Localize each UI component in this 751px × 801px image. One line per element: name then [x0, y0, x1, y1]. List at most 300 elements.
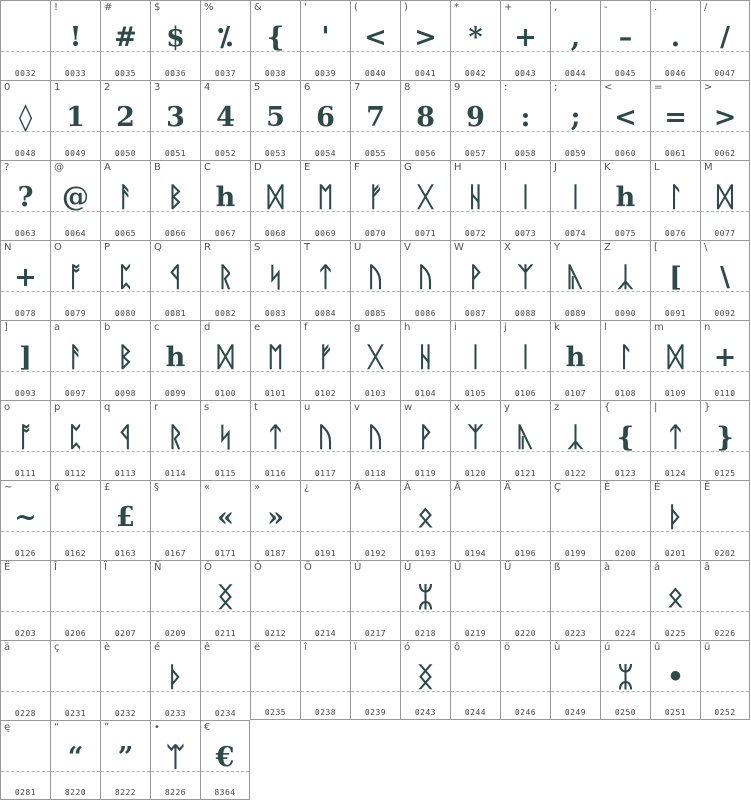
char-code: 0202: [714, 549, 736, 558]
char-code: 0232: [114, 709, 137, 718]
glyph-cell[interactable]: [150, 320, 200, 400]
glyph-sample: €: [215, 742, 235, 773]
char-code: 0125: [714, 469, 736, 478]
glyph-sample: ᛞ: [716, 182, 734, 213]
glyph-cell[interactable]: [400, 240, 450, 320]
cell-character: Ü: [504, 562, 512, 573]
glyph-sample: [1, 657, 50, 699]
baseline: [201, 691, 250, 692]
glyph-sample: =: [664, 102, 687, 133]
glyph-cell[interactable]: [500, 560, 550, 640]
glyph-cell[interactable]: [200, 640, 250, 720]
cell-character: ¢: [54, 482, 61, 493]
cell-character: ): [404, 2, 408, 13]
char-code: 0113: [114, 469, 137, 478]
glyph-cell[interactable]: [400, 0, 450, 80]
baseline: [101, 211, 150, 212]
char-code: 0099: [164, 389, 187, 398]
baseline: [401, 611, 450, 612]
baseline: [301, 371, 350, 372]
char-code: 0060: [614, 149, 637, 158]
glyph-cell[interactable]: [150, 560, 200, 640]
baseline: [351, 51, 400, 52]
baseline: [351, 211, 400, 212]
glyph-cell[interactable]: [650, 640, 700, 720]
glyph-sample: £: [116, 502, 135, 533]
baseline: [451, 691, 500, 692]
glyph-cell[interactable]: [450, 640, 500, 720]
glyph-cell[interactable]: [50, 320, 100, 400]
glyph-sample: h: [565, 342, 586, 373]
glyph-cell[interactable]: [300, 0, 350, 80]
glyph-cell[interactable]: [250, 480, 300, 560]
glyph-cell[interactable]: [500, 240, 550, 320]
glyph-cell[interactable]: [350, 0, 400, 80]
char-code: 0061: [664, 149, 687, 158]
glyph-cell[interactable]: [0, 160, 50, 240]
char-code: 0119: [414, 469, 437, 478]
char-code: 0039: [314, 69, 337, 78]
glyph-cell[interactable]: [650, 240, 700, 320]
char-code: 0033: [64, 69, 87, 78]
glyph-cell[interactable]: [250, 80, 300, 160]
glyph-cell[interactable]: [250, 0, 300, 80]
char-code: 0063: [14, 229, 37, 238]
char-code: 0206: [64, 629, 87, 638]
glyph-cell[interactable]: [400, 160, 450, 240]
glyph-cell[interactable]: [350, 160, 400, 240]
glyph-cell[interactable]: [600, 640, 650, 720]
glyph-sample: 8: [416, 102, 435, 133]
glyph-cell[interactable]: [100, 240, 150, 320]
glyph-sample: [101, 577, 150, 619]
glyph-cell[interactable]: [350, 400, 400, 480]
glyph-cell[interactable]: [350, 560, 400, 640]
glyph-sample: [701, 497, 749, 539]
glyph-cell[interactable]: [350, 640, 400, 720]
glyph-cell[interactable]: [700, 80, 750, 160]
glyph-cell[interactable]: [450, 80, 500, 160]
glyph-cell[interactable]: [150, 240, 200, 320]
baseline: [651, 531, 700, 532]
glyph-cell[interactable]: [650, 400, 700, 480]
glyph-sample: 6: [316, 102, 335, 133]
char-code: 0223: [564, 629, 587, 638]
cell-character: ë: [254, 642, 261, 653]
glyph-cell[interactable]: [50, 160, 100, 240]
cell-character: Ö: [304, 562, 312, 573]
baseline: [301, 451, 350, 452]
char-code: 0114: [164, 469, 187, 478]
glyph-cell[interactable]: [550, 320, 600, 400]
baseline: [501, 51, 550, 52]
glyph-cell[interactable]: [150, 80, 200, 160]
glyph-sample: [101, 657, 150, 699]
char-code: 0239: [364, 708, 387, 717]
char-code: 0191: [314, 549, 337, 558]
baseline: [51, 371, 100, 372]
glyph-cell[interactable]: [300, 400, 350, 480]
glyph-cell[interactable]: [250, 560, 300, 640]
glyph-cell[interactable]: [150, 720, 200, 800]
glyph-cell[interactable]: [300, 160, 350, 240]
char-code: 0075: [614, 229, 637, 238]
glyph-sample: [501, 657, 550, 699]
glyph-cell[interactable]: [600, 0, 650, 80]
glyph-cell[interactable]: [150, 480, 200, 560]
cell-character: Ô: [254, 562, 262, 573]
glyph-cell[interactable]: [550, 80, 600, 160]
baseline: [701, 211, 749, 212]
cell-character: y: [504, 402, 510, 413]
glyph-sample: ᚺ: [417, 342, 434, 373]
glyph-sample: ᛏ: [267, 422, 284, 453]
glyph-cell[interactable]: [500, 160, 550, 240]
glyph-cell[interactable]: [650, 80, 700, 160]
cell-character: A: [104, 162, 111, 173]
char-code: 0048: [14, 149, 37, 158]
baseline: [51, 611, 100, 612]
glyph-cell[interactable]: [100, 320, 150, 400]
glyph-cell[interactable]: [450, 0, 500, 80]
glyph-sample: [351, 657, 400, 699]
cell-character: R: [204, 242, 211, 253]
glyph-cell[interactable]: [350, 320, 400, 400]
glyph-cell[interactable]: [300, 320, 350, 400]
glyph-cell[interactable]: [150, 0, 200, 80]
glyph-sample: /: [720, 22, 730, 53]
glyph-cell[interactable]: [450, 320, 500, 400]
char-code: 0059: [564, 149, 587, 158]
glyph-cell[interactable]: [650, 480, 700, 560]
glyph-cell[interactable]: [550, 160, 600, 240]
glyph-sample: ᚱ: [217, 262, 234, 293]
cell-character: 4: [204, 82, 211, 93]
glyph-cell[interactable]: [100, 640, 150, 720]
glyph-sample: h: [215, 182, 236, 213]
char-code: 0235: [264, 708, 287, 717]
glyph-cell[interactable]: [700, 160, 750, 240]
cell-character: ä: [4, 642, 11, 653]
cell-character: w: [404, 402, 413, 413]
glyph-cell[interactable]: [0, 640, 50, 720]
cell-character: W: [454, 242, 464, 253]
char-code: 0228: [14, 709, 37, 718]
glyph-cell[interactable]: [150, 160, 200, 240]
baseline: [201, 771, 249, 772]
cell-character: o: [4, 402, 11, 413]
baseline: [101, 131, 150, 132]
glyph-sample: ᚨ: [117, 182, 134, 213]
glyph-cell[interactable]: [550, 640, 600, 720]
glyph-cell[interactable]: [600, 320, 650, 400]
glyph-cell[interactable]: [200, 560, 250, 640]
glyph-sample: [451, 657, 500, 699]
glyph-cell[interactable]: [500, 80, 550, 160]
glyph-cell[interactable]: [0, 80, 50, 160]
glyph-cell[interactable]: [500, 320, 550, 400]
baseline: [301, 531, 350, 532]
glyph-cell[interactable]: [600, 400, 650, 480]
glyph-cell[interactable]: [700, 640, 750, 720]
glyph-cell[interactable]: [500, 480, 550, 560]
baseline: [201, 531, 250, 532]
char-code: 0054: [314, 149, 337, 158]
glyph-sample: ᚺ: [467, 182, 484, 213]
baseline: [351, 691, 400, 692]
glyph-sample: #: [114, 22, 137, 53]
cell-character: U: [354, 242, 362, 253]
glyph-cell[interactable]: [300, 80, 350, 160]
glyph-cell[interactable]: [700, 240, 750, 320]
glyph-cell[interactable]: [700, 480, 750, 560]
glyph-cell[interactable]: [0, 400, 50, 480]
glyph-cell[interactable]: [50, 640, 100, 720]
glyph-cell[interactable]: [600, 240, 650, 320]
glyph-sample: ”: [117, 742, 134, 773]
glyph-cell[interactable]: [450, 480, 500, 560]
glyph-cell[interactable]: [50, 560, 100, 640]
glyph-sample: ᛒ: [117, 342, 134, 373]
glyph-cell[interactable]: [400, 320, 450, 400]
baseline: [51, 531, 100, 532]
glyph-cell[interactable]: [700, 0, 750, 80]
glyph-cell[interactable]: [350, 240, 400, 320]
glyph-cell[interactable]: [450, 400, 500, 480]
glyph-cell[interactable]: [200, 80, 250, 160]
glyph-cell[interactable]: [100, 560, 150, 640]
glyph-cell[interactable]: [150, 400, 200, 480]
baseline: [601, 531, 650, 532]
char-code: 0110: [714, 389, 736, 398]
cell-character: ú: [604, 642, 611, 653]
char-code: 0249: [564, 708, 587, 717]
glyph-cell[interactable]: [400, 560, 450, 640]
cell-character: è: [104, 642, 111, 653]
glyph-cell[interactable]: [550, 400, 600, 480]
cell-character: C: [204, 162, 211, 173]
glyph-cell[interactable]: [400, 80, 450, 160]
glyph-cell[interactable]: [400, 480, 450, 560]
glyph-cell[interactable]: [50, 80, 100, 160]
cell-character: s: [204, 402, 210, 413]
glyph-cell[interactable]: [300, 240, 350, 320]
baseline: [401, 371, 450, 372]
baseline: [701, 691, 749, 692]
baseline: [51, 131, 100, 132]
char-code: 0084: [314, 309, 337, 318]
char-code: 0281: [14, 788, 37, 797]
glyph-cell[interactable]: [300, 560, 350, 640]
glyph-cell[interactable]: [100, 80, 150, 160]
glyph-cell[interactable]: [0, 240, 50, 320]
glyph-sample: ᚢ: [367, 262, 384, 293]
char-code: 0226: [714, 629, 736, 638]
glyph-cell[interactable]: [100, 0, 150, 80]
glyph-cell[interactable]: [500, 0, 550, 80]
char-code: 0212: [264, 629, 287, 638]
glyph-cell[interactable]: [0, 560, 50, 640]
glyph-cell[interactable]: [600, 480, 650, 560]
cell-character: p: [54, 402, 61, 413]
cell-character: %: [204, 2, 214, 13]
baseline: [101, 611, 150, 612]
char-code: 0117: [314, 469, 337, 478]
glyph-cell[interactable]: [700, 320, 750, 400]
glyph-sample: ᛒ: [167, 182, 184, 213]
cell-character: f: [304, 322, 308, 333]
baseline: [451, 211, 500, 212]
glyph-sample: 9: [466, 102, 485, 133]
char-code: 0209: [164, 629, 187, 638]
glyph-sample: ~: [14, 502, 37, 533]
baseline: [1, 691, 50, 692]
cell-character: ,: [554, 2, 558, 13]
char-code: 0093: [14, 389, 37, 398]
glyph-sample: [51, 497, 100, 539]
glyph-cell[interactable]: [150, 640, 200, 720]
glyph-cell[interactable]: [600, 80, 650, 160]
cell-character: .: [654, 2, 658, 13]
cell-character: t: [254, 402, 258, 413]
glyph-cell[interactable]: [550, 480, 600, 560]
glyph-cell[interactable]: [100, 720, 150, 800]
glyph-cell[interactable]: [450, 160, 500, 240]
glyph-sample: 1: [66, 102, 85, 133]
glyph-cell[interactable]: [650, 0, 700, 80]
baseline: [251, 211, 300, 212]
glyph-cell[interactable]: [200, 240, 250, 320]
glyph-cell[interactable]: [550, 240, 600, 320]
char-code: 0067: [214, 229, 237, 238]
glyph-cell[interactable]: [700, 560, 750, 640]
cell-character: e: [254, 322, 261, 333]
cell-character: î: [304, 642, 307, 653]
glyph-cell[interactable]: [650, 320, 700, 400]
baseline: [651, 611, 700, 612]
glyph-cell[interactable]: [200, 400, 250, 480]
glyph-cell[interactable]: [600, 560, 650, 640]
glyph-cell[interactable]: [550, 560, 600, 640]
glyph-cell[interactable]: [700, 400, 750, 480]
glyph-cell[interactable]: [450, 560, 500, 640]
baseline: [401, 691, 450, 692]
glyph-cell[interactable]: [200, 0, 250, 80]
glyph-cell[interactable]: [300, 640, 350, 720]
glyph-cell[interactable]: [400, 640, 450, 720]
glyph-cell[interactable]: [0, 720, 50, 800]
glyph-cell[interactable]: [400, 400, 450, 480]
cell-character: 6: [304, 82, 311, 93]
cell-character: Ç: [554, 482, 561, 493]
baseline: [201, 611, 250, 612]
glyph-cell[interactable]: [250, 320, 300, 400]
glyph-cell[interactable]: [0, 0, 50, 80]
glyph-cell[interactable]: [200, 720, 250, 800]
char-code: 0072: [464, 229, 487, 238]
char-code: 0122: [564, 469, 587, 478]
baseline: [351, 531, 400, 532]
glyph-cell[interactable]: [200, 320, 250, 400]
glyph-sample: ᛉ: [467, 422, 484, 453]
baseline: [201, 291, 250, 292]
glyph-cell[interactable]: [650, 160, 700, 240]
glyph-sample: ]: [19, 342, 32, 373]
char-code: 0081: [164, 309, 187, 318]
glyph-cell[interactable]: [500, 400, 550, 480]
baseline: [651, 691, 700, 692]
glyph-cell[interactable]: [200, 160, 250, 240]
glyph-cell[interactable]: [550, 0, 600, 80]
glyph-sample: ᛚ: [617, 342, 634, 373]
char-code: 0238: [314, 708, 337, 717]
baseline: [201, 371, 250, 372]
cell-character: *: [454, 2, 459, 13]
glyph-cell[interactable]: [100, 160, 150, 240]
glyph-cell[interactable]: [650, 560, 700, 640]
baseline: [301, 51, 350, 52]
char-code: 0083: [264, 309, 287, 318]
cell-character: $: [154, 2, 161, 13]
glyph-cell[interactable]: [50, 240, 100, 320]
glyph-sample: –: [618, 22, 633, 53]
char-code: 0076: [664, 229, 687, 238]
glyph-cell[interactable]: [250, 400, 300, 480]
cell-character: |: [654, 402, 658, 413]
glyph-cell[interactable]: [350, 480, 400, 560]
baseline: [301, 291, 350, 292]
cell-character: 7: [354, 82, 361, 93]
cell-character: ;: [554, 82, 558, 93]
cell-character: 0: [4, 82, 11, 93]
glyph-cell[interactable]: [500, 640, 550, 720]
glyph-cell[interactable]: [50, 0, 100, 80]
glyph-cell[interactable]: [100, 400, 150, 480]
char-code: 0052: [214, 149, 237, 158]
char-code: 8226: [164, 788, 187, 797]
glyph-cell[interactable]: [200, 480, 250, 560]
glyph-cell[interactable]: [250, 240, 300, 320]
glyph-cell[interactable]: [50, 480, 100, 560]
glyph-cell[interactable]: [0, 320, 50, 400]
char-code: 0062: [714, 149, 736, 158]
char-code: 0074: [564, 229, 587, 238]
glyph-sample: >: [713, 102, 737, 133]
char-code: 0171: [214, 549, 237, 558]
glyph-cell[interactable]: [100, 480, 150, 560]
char-code: 0207: [114, 629, 137, 638]
glyph-sample: »: [267, 502, 284, 533]
glyph-cell[interactable]: [50, 720, 100, 800]
baseline: [51, 451, 100, 452]
char-code: 8364: [214, 788, 236, 797]
char-code: 0250: [614, 708, 637, 717]
cell-character: m: [654, 322, 664, 333]
glyph-cell[interactable]: [350, 80, 400, 160]
glyph-sample: {: [616, 422, 635, 453]
glyph-cell[interactable]: [300, 480, 350, 560]
glyph-cell[interactable]: [250, 640, 300, 720]
glyph-cell[interactable]: [600, 160, 650, 240]
baseline: [601, 211, 650, 212]
glyph-cell[interactable]: [250, 160, 300, 240]
cell-character: a: [54, 322, 61, 333]
glyph-cell[interactable]: [450, 240, 500, 320]
cell-character: ö: [504, 642, 511, 653]
glyph-cell[interactable]: [50, 400, 100, 480]
baseline: [1, 211, 50, 212]
glyph-cell[interactable]: [0, 480, 50, 560]
